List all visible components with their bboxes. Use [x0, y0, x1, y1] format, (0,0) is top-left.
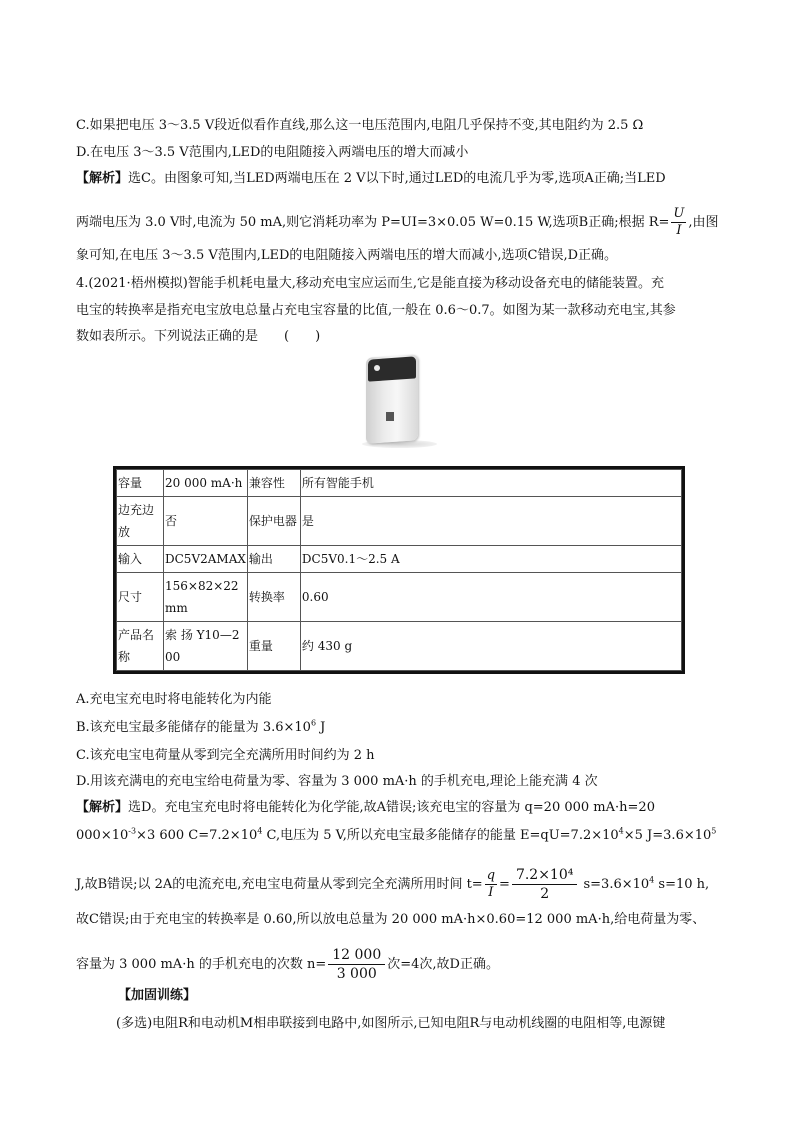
fraction-numerator: 12 000 [328, 946, 385, 965]
fraction-denominator: I [488, 885, 494, 900]
table-cell: 是 [300, 497, 681, 546]
table-cell: 输入 [117, 546, 164, 573]
analysis-text: s=10 h, [654, 877, 710, 892]
analysis2-line-5 [76, 946, 499, 983]
table-cell: 156×82×22 mm [164, 573, 248, 622]
analysis-tag: 【解析】 [76, 171, 129, 186]
option-d-text: D.在电压 3～3.5 V范围内,LED的电阻随接入两端电压的增大而减小 [76, 145, 469, 160]
table-cell: 否 [164, 497, 248, 546]
superscript: 5 [711, 826, 717, 836]
question-4-line-1: 4.(2021·梧州模拟)智能手机耗电量大,移动充电宝应运而生,它是能直接为移动设备充电的储能装置。充 [76, 276, 665, 291]
power-bank-image [352, 352, 442, 452]
fraction-charge-count [328, 946, 385, 983]
superscript: 4 [649, 875, 655, 885]
analysis-line-2 [76, 206, 719, 239]
table-cell: 兼容性 [247, 470, 300, 497]
reinforce-question-line: (多选)电阻R和电动机M相串联接到电路中,如图所示,已知电阻R与电动机线圈的电阻相等,电源键 [116, 1016, 666, 1031]
table-cell: 尺寸 [117, 573, 164, 622]
power-bank-button [374, 365, 380, 371]
table-cell: 20 000 mA·h [164, 470, 248, 497]
analysis-text: 容量为 3 000 mA·h 的手机充电的次数 n= [76, 957, 327, 972]
question-4-line-2: 电宝的转换率是指充电宝放电总量占充电宝容量的比值,一般在 0.6～0.7。如图为某一款移动充电宝,其参 [76, 303, 676, 318]
analysis-tag: 【解析】 [76, 800, 129, 815]
table-cell: 容量 [117, 470, 164, 497]
table-cell: 约 430 g [300, 622, 681, 671]
question-4-line-3: 数如表所示。下列说法正确的是 ( ) [76, 329, 321, 344]
table-cell: 产品名称 [117, 622, 164, 671]
table-cell: DC5V2AMAX [164, 546, 248, 573]
option-b-text: B.该充电宝最多能储存的能量为 3.6×10 [76, 720, 311, 735]
analysis-text: C,电压为 5 V,所以充电宝最多能储存的能量 E=qU=7.2×10 [262, 828, 619, 843]
fraction-u-over-i [671, 206, 686, 239]
table-row [117, 573, 682, 622]
option-c-text: C.如果把电压 3～3.5 V段近似看作直线,那么这一电压范围内,电阻几乎保持不变,其电阻约为 2.5 Ω [76, 118, 644, 133]
power-bank-logo [386, 412, 394, 421]
analysis-text: ×5 J=3.6×10 [623, 828, 712, 843]
analysis-line-1 [76, 169, 666, 189]
analysis2-line-2 [76, 826, 716, 846]
superscript: -3 [128, 826, 137, 836]
fraction-numerator: 7.2×10⁴ [512, 866, 577, 885]
table-cell: 边充边放 [117, 497, 164, 546]
superscript: 4 [257, 826, 263, 836]
table-cell: 索 扬 Y10—200 [164, 622, 248, 671]
answer-option-d: D.用该充满电的充电宝给电荷量为零、容量为 3 000 mA·h 的手机充电,理论上能充满 4 次 [76, 774, 598, 789]
analysis-text: 次=4次,故D正确。 [387, 957, 499, 972]
analysis-text: s=3.6×10 [579, 877, 650, 892]
analysis-text: 选D。充电宝充电时将电能转化为化学能,故A错误;该充电宝的容量为 q=20 000 mA·h=20 [128, 800, 655, 815]
analysis-line-3: 象可知,在电压 3～3.5 V范围内,LED的电阻随接入两端电压的增大而减小,选项C错误,D正确。 [76, 248, 618, 263]
analysis2-line-3 [76, 866, 709, 903]
analysis-text: J,故B错误;以 2A的电流充电,充电宝电荷量从零到完全充满所用时间 t= [76, 877, 483, 892]
table-row [117, 622, 682, 671]
table-row [117, 470, 682, 497]
reinforce-title: 【加固训练】 [118, 988, 197, 1003]
spec-table [113, 466, 685, 674]
table-cell: 0.60 [300, 573, 681, 622]
answer-option-c: C.该充电宝电荷量从零到完全充满所用时间约为 2 h [76, 748, 375, 763]
analysis2-line-1 [76, 798, 655, 818]
option-b-unit: J [316, 720, 326, 735]
fraction-denominator: I [676, 223, 682, 238]
superscript: 6 [310, 718, 317, 728]
table-cell: 所有智能手机 [300, 470, 681, 497]
superscript: 4 [618, 826, 624, 836]
table-cell: DC5V0.1～2.5 A [300, 546, 681, 573]
table-cell: 转换率 [247, 573, 300, 622]
answer-option-a: A.充电宝充电时将电能转化为内能 [76, 692, 272, 707]
analysis-text: ,由图 [688, 215, 719, 230]
analysis2-line-4: 故C错误;由于充电宝的转换率是 0.60,所以放电总量为 20 000 mA·h×0.60=12 000 mA·h,给电荷量为零、 [76, 912, 706, 927]
analysis-text: 两端电压为 3.0 V时,电流为 50 mA,则它消耗功率为 P=UI=3×0.05 W=0.15 W,选项B正确;根据 R= [76, 215, 670, 230]
equals-sign: = [499, 877, 510, 892]
table-cell: 重量 [247, 622, 300, 671]
table-cell: 保护电器 [247, 497, 300, 546]
answer-option-b [76, 718, 325, 738]
fraction-denominator: 2 [540, 886, 550, 902]
fraction-charge-over-current [512, 866, 577, 903]
table-row [117, 546, 682, 573]
table-cell: 输出 [247, 546, 300, 573]
analysis-text: ×3 600 C=7.2×10 [136, 828, 258, 843]
analysis-text: 000×10 [76, 828, 129, 843]
analysis-text: 选C。由图象可知,当LED两端电压在 2 V以下时,通过LED的电流几乎为零,选项A正确;当LED [128, 171, 666, 186]
fraction-numerator: q [486, 868, 496, 883]
fraction-denominator: 3 000 [336, 966, 377, 982]
table-row [117, 497, 682, 546]
fraction-q-over-i [485, 868, 497, 901]
fraction-numerator: U [673, 206, 685, 221]
